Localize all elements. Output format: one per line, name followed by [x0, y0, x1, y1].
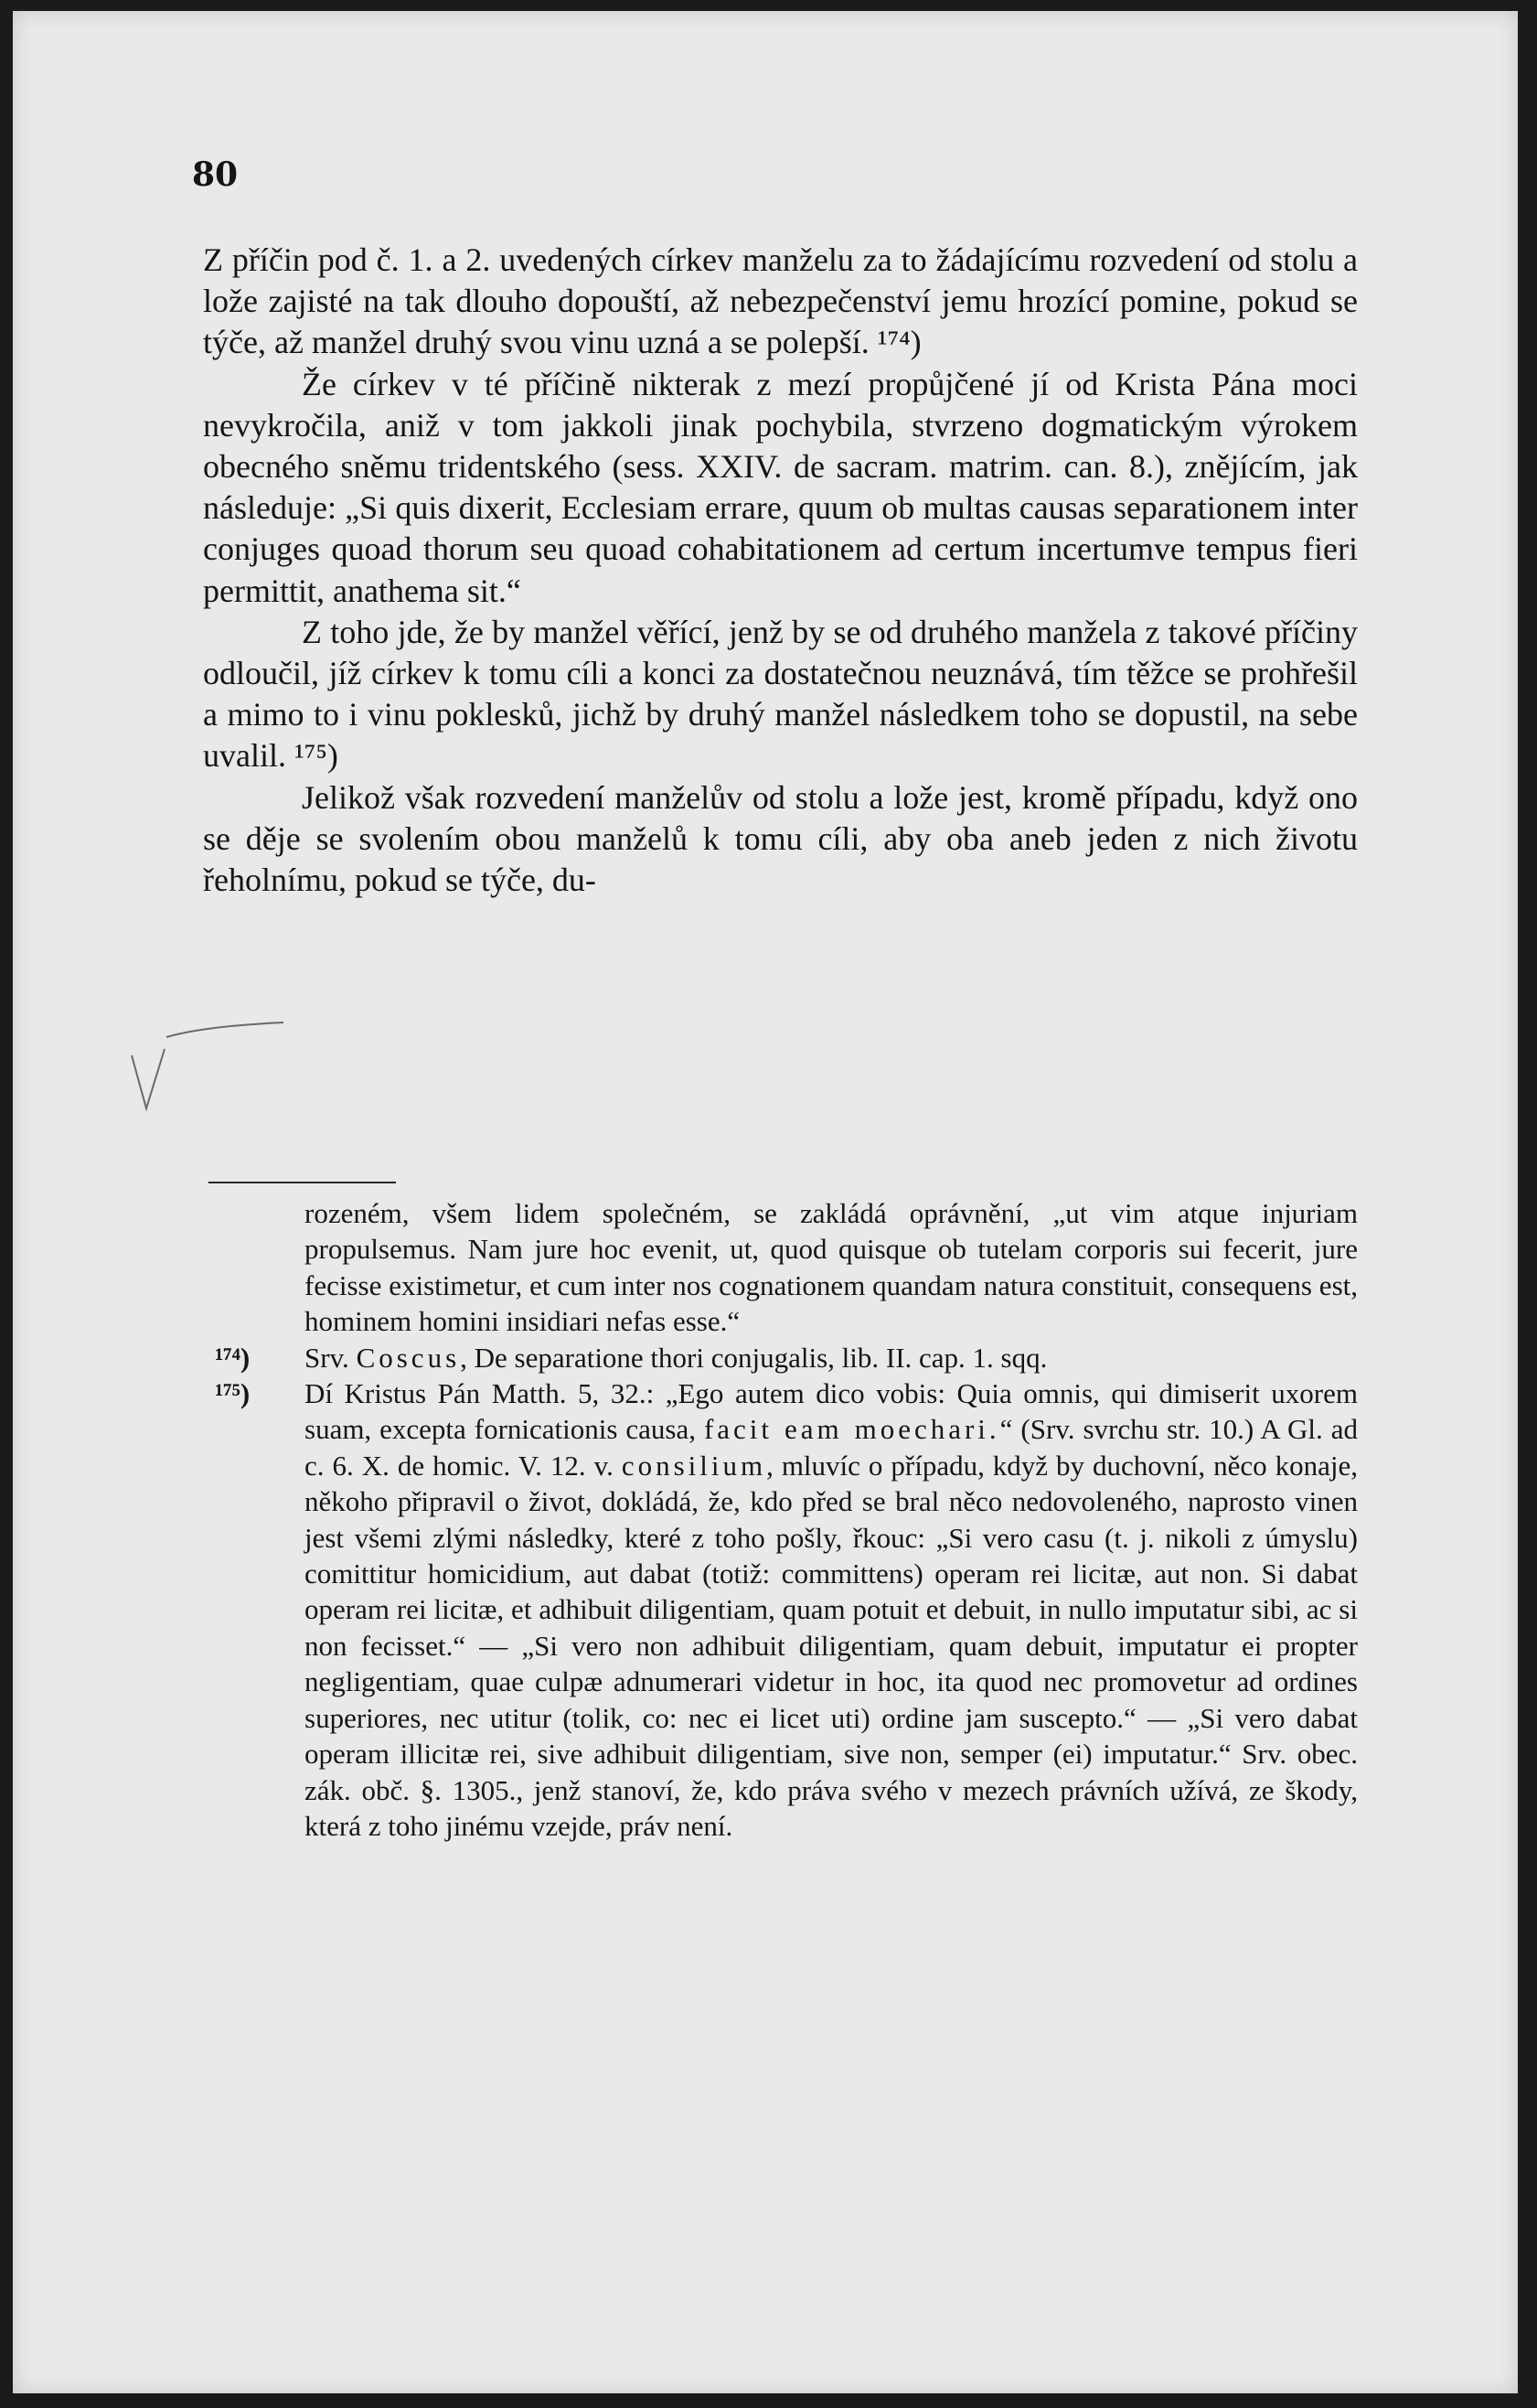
footnote-175-text-2: “ (Srv. svrchu str. 10.) A Gl. ad c. 6. X. de homic. V. 12. v.	[304, 1413, 1359, 1482]
page-number: 80	[192, 155, 239, 194]
footnote-175-spaced-2: consilium	[621, 1449, 767, 1482]
footnote-175-text-1: Dí Kristus Pán Matth. 5, 32.: „Ego autem dico vobis: Quia omnis, qui dimiserit uxorem suam, excepta fornicationis causa,	[304, 1377, 1358, 1446]
footnote-174-text: , De separatione thori conjugalis, lib. II. cap. 1. sqq.	[460, 1341, 1048, 1374]
footnote-174-pre: Srv.	[304, 1341, 349, 1374]
footnote-174-number: ¹⁷⁴)	[215, 1341, 251, 1374]
book-page	[13, 11, 1518, 2393]
paragraph-4: Jelikož však rozvedení manželův od stolu a lože jest, kromě případu, když ono se děje se svolením obou manželů k tomu cíli, aby oba aneb jeden z nich životu řeholnímu, pokud se týče, du-	[203, 778, 1358, 899]
footnote-continuation	[215, 1195, 1358, 1340]
paragraph-1: Z příčin pod č. 1. a 2. uvedených církev manželu za to žádajícímu rozvedení od stolu a lože zajisté na tak dlouho dopouští, až nebezpečenství jemu hrozící pomine, pokud se týče, až manžel druhý svou vinu uzná a se polepší. ¹⁷⁴)	[203, 241, 1358, 361]
footnote-continuation-text: rozeném, všem lidem společném, se zakládá oprávnění, „ut vim atque injuriam propulsemus. Nam jure hoc evenit, ut, quod quisque ob tutelam corporis sui fecerit, jure fecisse existimetur, et cum inter nos cognationem quandam natura constituit, consequens est, hominem homini insidiari nefas esse.“	[304, 1197, 1358, 1338]
footnote-separator	[208, 1182, 396, 1183]
footnotes	[215, 1195, 1358, 1844]
footnote-175-spaced-1: facit eam moechari.	[703, 1413, 1000, 1446]
main-text	[203, 240, 1358, 901]
paragraph-2: Že církev v té příčině nikterak z mezí propůjčené jí od Krista Pána moci nevykročila, aniž v tom jakkoli jinak pochybila, stvrzeno dogmatickým výrokem obecného sněmu tridentského (sess. XXIV. de sacram. matrim. can. 8.), znějícím, jak následuje: „Si quis dixerit, Ecclesiam errare, quum ob multas causas separationem inter conjuges quoad thorum seu quoad cohabitationem ad certum incertumve tempus fieri permittit, anathema sit.“	[203, 365, 1358, 609]
footnote-174	[215, 1340, 1358, 1375]
footnote-175-number: ¹⁷⁵)	[215, 1377, 251, 1410]
footnote-175-text-3: , mluvíc o případu, když by duchovní, něco konaje, někoho připravil o život, dokládá, že, kdo před se bral něco nedovoleného, naprosto vinen jest všemi zlými následky, které z toho pošly, řkouc: „Si vero casu (t. j. nikoli z úmyslu) comittitur homicidium, aut dabat (totiž: committens) operam rei licitæ, aut non. Si dabat operam rei licitæ, et adhibuit diligentiam, quam potuit et debuit, in nullo imputatur sibi, ac si non fecisset.“ — „Si vero non adhibuit diligentiam, quam debuit, imputatur ei propter negligentiam, quae culpæ adnumerari videtur in hoc, ita quod nec promovetur ad ordines superiores, nec utitur (tolik, co: nec ei licet uti) ordine jam suscepto.“ — „Si vero dabat operam illicitæ rei, sive adhibuit diligentiam, sive non, semper (ei) imputatur.“ Srv. obec. zák. obč. §. 1305., jenž stanoví, že, kdo práva svého v mezech právních užívá, ze škody, která z toho jinému vzejde, práv není.	[304, 1449, 1359, 1842]
pencil-margin-mark-icon	[123, 1008, 305, 1145]
paragraph-3: Z toho jde, že by manžel věřící, jenž by se od druhého manžela z takové příčiny odloučil, jíž církev k tomu cíli a konci za dostatečnou neuznává, tím těžce se prohřešil a mimo to i vinu poklesků, jichž by druhý manžel následkem toho se dopustil, na sebe uvalil. ¹⁷⁵)	[203, 613, 1358, 775]
footnote-175	[215, 1375, 1358, 1844]
footnote-174-author: Coscus	[356, 1341, 461, 1374]
